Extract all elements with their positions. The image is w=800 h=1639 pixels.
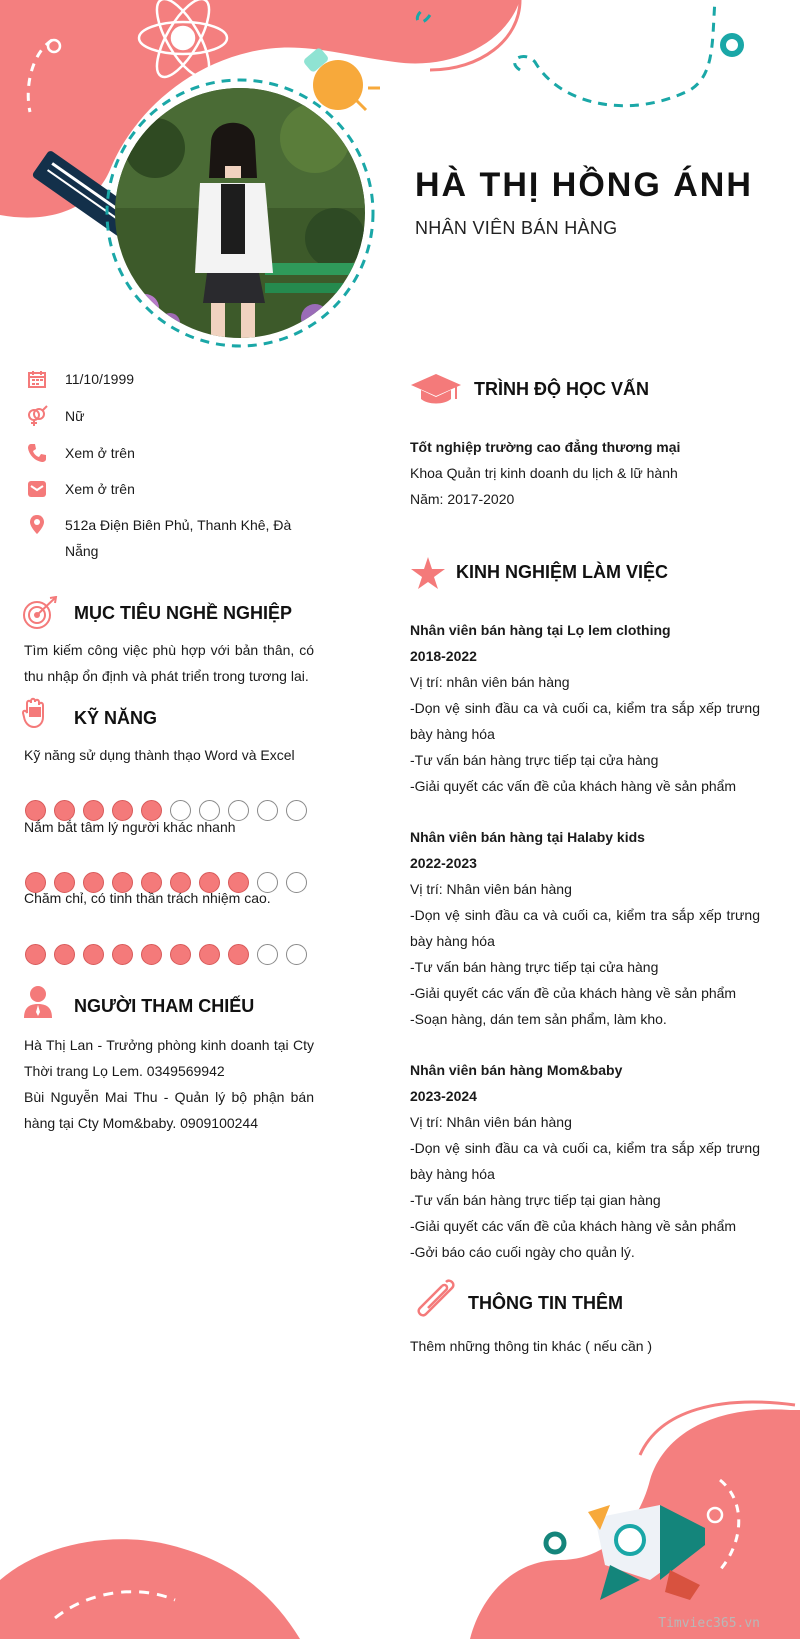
info-birthdate — [26, 366, 316, 392]
job-line: Vị trí: Nhân viên bán hàng — [410, 881, 572, 897]
profile-photo-image — [115, 88, 365, 338]
watermark: Timviec365.vn — [658, 1616, 760, 1631]
objective-text: Tìm kiếm công việc phù hợp với bản thân, có thu nhập ổn định và phát triển trong tương lai. — [24, 642, 314, 684]
bottom-left-blob — [0, 1539, 300, 1639]
teal-ring-bottom — [546, 1534, 564, 1552]
experience-item — [410, 1057, 760, 1265]
email-text: Xem ở trên — [65, 481, 135, 497]
job-heading: Nhân viên bán hàng tại Halaby kids — [410, 829, 645, 845]
job-line: Vị trí: Nhân viên bán hàng — [410, 1114, 572, 1130]
skill-dot-filled — [141, 944, 162, 965]
hand-icon — [22, 697, 48, 729]
info-address — [26, 512, 316, 564]
skill-dot-filled — [170, 944, 191, 965]
skill-dot-filled — [54, 944, 75, 965]
job-line: -Giải quyết các vấn đề của khách hàng về sản phẩm — [410, 1218, 737, 1234]
star-icon — [410, 556, 446, 590]
skill-dot-filled — [83, 944, 104, 965]
gender-text: Nữ — [65, 408, 85, 424]
skill-dot-filled — [25, 944, 46, 965]
extra-title: THÔNG TIN THÊM — [468, 1293, 623, 1313]
reference-2: Bùi Nguyễn Mai Thu - Quản lý bộ phận bán hàng tại Cty Mom&baby. 0909100244 — [24, 1089, 314, 1131]
education-major: Khoa Quản trị kinh doanh du lịch & lữ hành — [410, 465, 678, 481]
graduation-cap-icon — [410, 372, 462, 406]
skill-dot-empty — [286, 872, 307, 893]
info-gender — [26, 403, 316, 429]
candidate-name: HÀ THỊ HỒNG ÁNH — [415, 166, 753, 204]
extra-text: Thêm những thông tin khác ( nếu cần ) — [410, 1338, 653, 1354]
job-period: 2022-2023 — [410, 855, 477, 871]
skill-dot-empty — [257, 800, 278, 821]
education-title: TRÌNH ĐỘ HỌC VẤN — [474, 379, 649, 399]
job-heading: Nhân viên bán hàng Mom&baby — [410, 1062, 623, 1078]
job-heading: Nhân viên bán hàng tại Lọ lem clothing — [410, 622, 671, 638]
job-line: -Tư vấn bán hàng trực tiếp tại cửa hàng — [410, 959, 659, 975]
job-line: -Tư vấn bán hàng trực tiếp tại cửa hàng — [410, 752, 659, 768]
job-line: -Dọn vệ sinh đầu ca và cuối ca, kiểm tra sắp xếp trưng bày hàng hóa — [410, 1140, 760, 1182]
job-title: NHÂN VIÊN BÁN HÀNG — [415, 218, 618, 238]
phone-icon — [26, 442, 48, 464]
job-line: -Giải quyết các vấn đề của khách hàng về sản phẩm — [410, 985, 737, 1001]
email-icon — [26, 478, 48, 500]
paperclip-icon — [410, 1276, 458, 1324]
job-line: -Giải quyết các vấn đề của khách hàng về sản phẩm — [410, 778, 737, 794]
skill-1-name: Kỹ năng sử dụng thành thạo Word và Excel — [24, 747, 295, 763]
skill-3-name: Chăm chỉ, có tinh thần trách nhiệm cao. — [24, 890, 271, 906]
info-email — [26, 476, 316, 502]
job-period: 2018-2022 — [410, 648, 477, 664]
info-phone — [26, 440, 316, 466]
skill-dot-filled — [199, 944, 220, 965]
skill-dot-empty — [286, 944, 307, 965]
phone-text: Xem ở trên — [65, 445, 135, 461]
objective-title: MỤC TIÊU NGHỀ NGHIỆP — [74, 603, 293, 623]
reference-1: Hà Thị Lan - Trưởng phòng kinh doanh tại Cty Thời trang Lọ Lem. 0349569942 — [24, 1037, 314, 1079]
job-line: -Tư vấn bán hàng trực tiếp tại gian hàng — [410, 1192, 661, 1208]
references-title: NGƯỜI THAM CHIẾU — [74, 996, 255, 1016]
skill-dot-empty — [286, 800, 307, 821]
job-line: -Dọn vệ sinh đầu ca và cuối ca, kiểm tra sắp xếp trưng bày hàng hóa — [410, 700, 760, 742]
experience-item — [410, 617, 760, 799]
skill-dot-empty — [257, 944, 278, 965]
address-text: 512a Điện Biên Phủ, Thanh Khê, Đà Nẵng — [65, 517, 292, 559]
skill-dot-filled — [228, 944, 249, 965]
job-period: 2023-2024 — [410, 1088, 477, 1104]
job-line: -Soạn hàng, dán tem sản phẩm, làm kho. — [410, 1011, 667, 1027]
person-icon — [23, 985, 53, 1019]
skills-title: KỸ NĂNG — [74, 708, 158, 728]
job-line: -Dọn vệ sinh đầu ca và cuối ca, kiểm tra sắp xếp trưng bày hàng hóa — [410, 907, 760, 949]
target-icon — [22, 596, 58, 630]
gender-icon — [26, 405, 48, 427]
job-line: Vị trí: nhân viên bán hàng — [410, 674, 570, 690]
education-school: Tốt nghiệp trường cao đẳng thương mại — [410, 439, 681, 455]
calendar-icon — [26, 368, 48, 390]
skill-dot-filled — [112, 944, 133, 965]
birthdate-text: 11/10/1999 — [65, 371, 135, 387]
experience-title: KINH NGHIỆM LÀM VIỆC — [456, 562, 669, 582]
teal-ring-top — [723, 36, 741, 54]
job-line: -Gởi báo cáo cuối ngày cho quản lý. — [410, 1244, 635, 1260]
skill-2-name: Nắm bắt tâm lý người khác nhanh — [24, 819, 236, 835]
location-icon — [26, 514, 48, 536]
experience-item — [410, 824, 760, 1032]
profile-photo — [115, 88, 365, 338]
education-years: Năm: 2017-2020 — [410, 491, 515, 507]
